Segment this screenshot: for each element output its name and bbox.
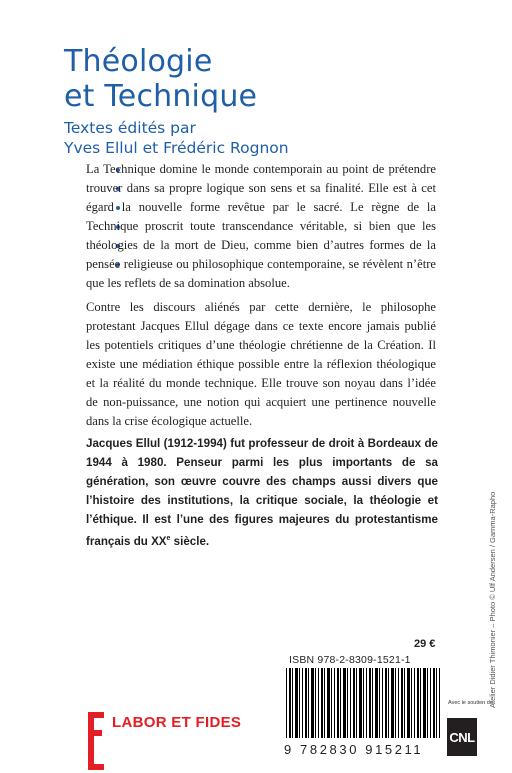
author-bio-end: siècle. bbox=[170, 534, 210, 548]
editors-intro: Textes édités par bbox=[64, 119, 196, 137]
title-line-2: et Technique bbox=[64, 79, 258, 114]
barcode bbox=[286, 668, 440, 738]
editors-block bbox=[64, 118, 289, 158]
isbn: ISBN 978-2-8309-1521-1 bbox=[289, 654, 411, 666]
title-line-1: Théologie bbox=[64, 44, 213, 79]
publisher-name: LABOR ET FIDES bbox=[112, 714, 242, 731]
cnl-support-text: Avec le soutien du bbox=[448, 700, 493, 706]
cnl-logo-icon: CNL bbox=[447, 718, 477, 756]
barcode-digits: 9 782830 915211 bbox=[284, 742, 424, 757]
editors-names: Yves Ellul et Frédéric Rognon bbox=[64, 139, 289, 157]
photo-credit: Atelier Didier Thimonier – Photo © Ulf Andersen / Gamma-Rapho bbox=[488, 491, 497, 708]
book-title bbox=[64, 44, 257, 114]
author-bio bbox=[86, 434, 438, 551]
blurb-paragraph-1: La Technique domine le monde contemporain au point de prétendre trouver dans sa propre logique son sens et sa finalité. Elle est à cet égard la nouvelle forme revêtue par le sacré. Le règne de la Technique proscrit toute transcendance véritable, si bien que les théologies de la mort de Dieu, comme bien d’autres formes de la pensée religieuse ou philosophique contemporaine, se révèlent n’être que les reflets de sa domination absolue. bbox=[86, 162, 436, 290]
publisher-logo-icon bbox=[88, 712, 104, 770]
blurb-paragraph-2: Contre les discours aliénés par cette dernière, le philosophe protestant Jacques Ellul dégage dans ce texte encore jamais publié les potentiels critiques d’une théologie chrétienne de la Création. Il existe une médiation éthique possible entre la réflexion théologique et la réalité du monde technique. Elle trouve son noyau dans l’idée de non-puissance, une notion qui acquiert une pertinence nouvelle dans la crise écologique actuelle. bbox=[86, 300, 436, 428]
author-bio-text: Jacques Ellul (1912-1994) fut professeur de droit à Bordeaux de 1944 à 1980. Penseur parmi les plus importants de sa génération, son œuvre couvre des champs aussi divers que l’histoire des institutions, la critique sociale, la théologie et l’éthique. Il est l’une des figures majeures du protestantisme français du XX bbox=[86, 437, 438, 548]
century-superscript: e bbox=[166, 535, 171, 542]
price: 29 € bbox=[414, 638, 436, 650]
